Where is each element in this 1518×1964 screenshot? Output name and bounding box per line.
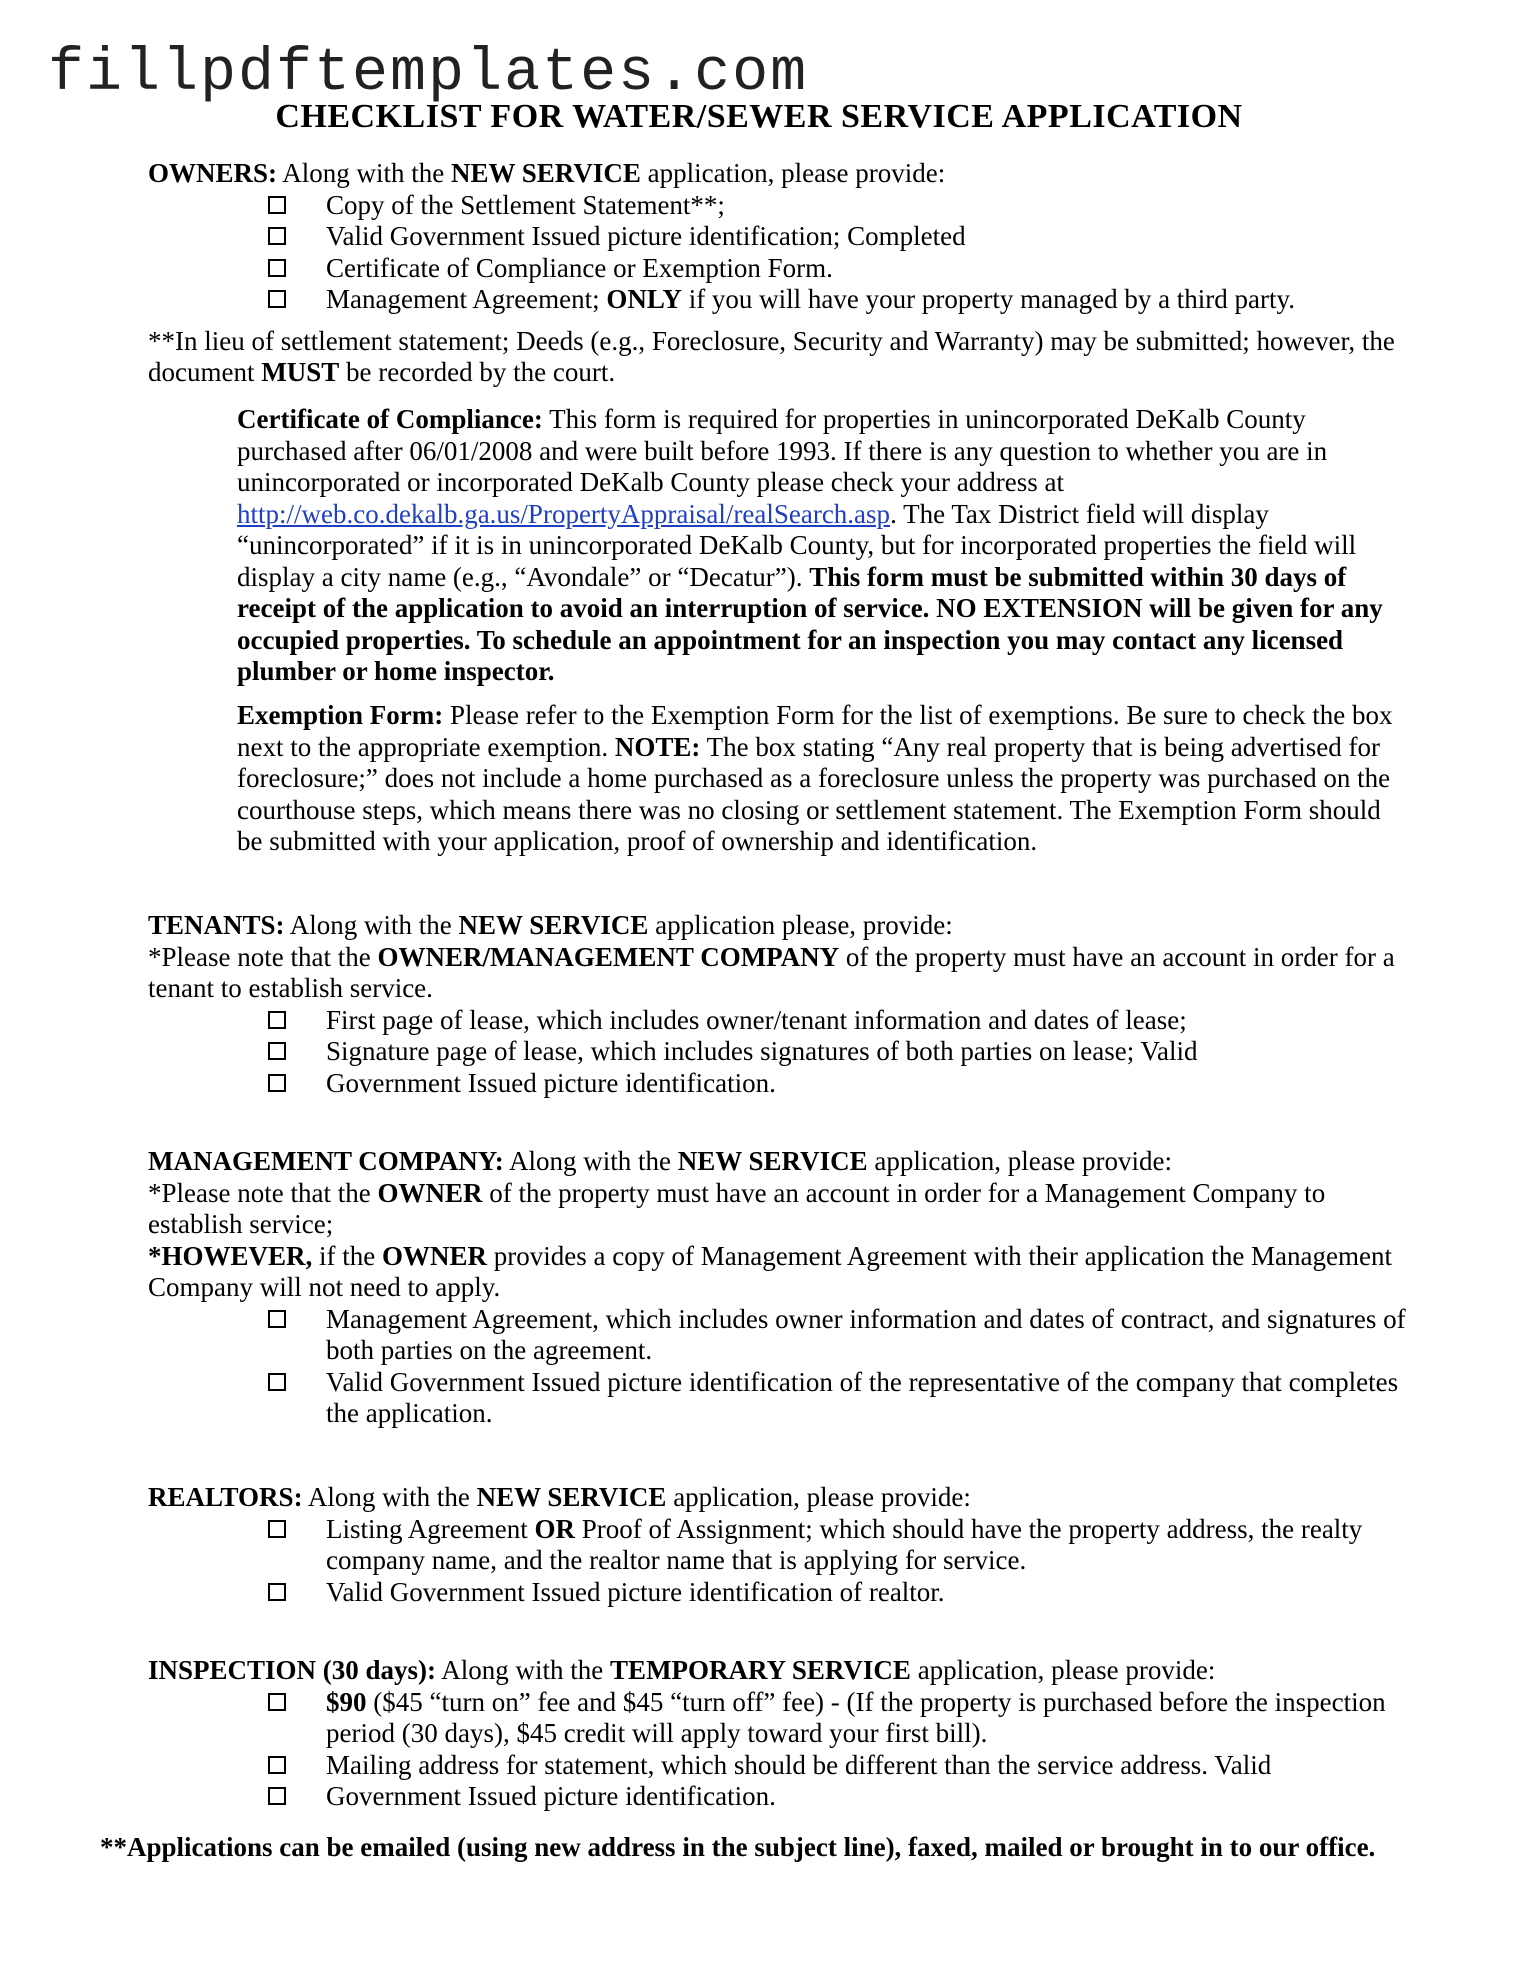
certificate-heading: Certificate of Compliance: [237,404,543,434]
owners-intro: OWNERS: Along with the NEW SERVICE application, please provide: [148,158,946,188]
list-item: Signature page of lease, which includes signatures of both parties on lease; Valid [148,1036,1408,1068]
inspection-heading: INSPECTION (30 days): [148,1655,437,1685]
realtors-section: REALTORS: Along with the NEW SERVICE application, please provide: Listing Agreement OR Proof of Assignment; which should have the property address, the realty company name, and the realtor name that is applying for service. Valid Government Issued picture identification of realtor. [148,1482,1408,1608]
realtors-checklist [148,1514,1408,1609]
checkbox[interactable] [268,1693,286,1711]
checkbox[interactable] [268,1310,286,1328]
property-search-link[interactable]: http://web.co.dekalb.ga.us/PropertyAppraisal/realSearch.asp [237,498,891,529]
owners-note: **In lieu of settlement statement; Deeds (e.g., Foreclosure, Security and Warranty) may be submitted; however, the document MUST be recorded by the court. [148,325,1395,387]
checkbox[interactable] [268,1011,286,1029]
list-item: Management Agreement, which includes owner information and dates of contract, and signatures of both parties on the agreement. [148,1304,1408,1367]
list-item: Listing Agreement OR Proof of Assignment; which should have the property address, the realty company name, and the realtor name that is applying for service. [148,1514,1408,1577]
checkbox[interactable] [268,227,286,245]
list-item: Government Issued picture identification. [148,1068,1408,1100]
realtors-heading: REALTORS: [148,1482,303,1512]
checkbox[interactable] [268,1787,286,1805]
list-item: $90 ($45 “turn on” fee and $45 “turn off” fee) - (If the property is purchased before the inspection period (30 days), $45 credit will apply toward your first bill). [148,1687,1408,1750]
tenants-section: TENANTS: Along with the NEW SERVICE application please, provide: *Please note that the OWNER/MANAGEMENT COMPANY of the property must have an account in order for a tenant to establish service. First page of lease, which includes owner/tenant information and dates of lease; Signature page of lease, which includes signatures of both parties on lease; Valid Government Issued picture identification. [148,910,1408,1099]
management-note: *Please note that the OWNER of the property must have an account in order for a Management Company to establish service; [148,1177,1326,1239]
management-section: MANAGEMENT COMPANY: Along with the NEW SERVICE application, please provide: *Please note that the OWNER of the property must have an account in order for a Management Company to establish service; *HOWEVER, if the OWNER provides a copy of Management Agreement with their application the Management Company will not need to apply. Management Agreement, which includes owner information and dates of contract, and signatures of both parties on the agreement. Valid Government Issued picture identification of the representative of the company that completes the application. [148,1146,1408,1430]
management-heading: MANAGEMENT COMPANY: [148,1146,504,1176]
footer-note: **Applications can be emailed (using new address in the subject line), faxed, mailed or brought in to our office. [100,1832,1376,1862]
owners-section [148,158,1408,389]
checkbox[interactable] [268,1520,286,1538]
list-item: Valid Government Issued picture identification of realtor. [148,1577,1408,1609]
owners-heading: OWNERS: [148,158,278,188]
checkbox[interactable] [268,1583,286,1601]
watermark: fillpdftemplates.com [48,40,809,108]
page-title: CHECKLIST FOR WATER/SEWER SERVICE APPLICATION [275,98,1243,135]
checkbox[interactable] [268,1042,286,1060]
inspection-checklist [148,1687,1408,1813]
list-item: First page of lease, which includes owner/tenant information and dates of lease; [148,1005,1408,1037]
checkbox[interactable] [268,1373,286,1391]
exemption-section: Exemption Form: Please refer to the Exemption Form for the list of exemptions. Be sure to check the box next to the appropriate exemption. NOTE: The box stating “Any real property that is being advertised for foreclosure;” does not include a home purchased as a foreclosure unless the property was purchased on the courthouse steps, which means there was no closing or settlement statement. The Exemption Form should be submitted with your application, proof of ownership and identification. [237,700,1393,856]
checkbox[interactable] [268,259,286,277]
management-checklist [148,1304,1408,1430]
tenants-checklist [148,1005,1408,1100]
list-item: Valid Government Issued picture identification; Completed [148,221,1408,253]
inspection-section: INSPECTION (30 days): Along with the TEMPORARY SERVICE application, please provide: $90 ($45 “turn on” fee and $45 “turn off” fee) - (If the property is purchased before the inspection period (30 days), $45 credit will apply toward your first bill). Mailing address for statement, which should be different than the service address. Valid Government Issued picture identification. [148,1655,1408,1813]
list-item: Copy of the Settlement Statement**; [148,190,1408,222]
list-item: Certificate of Compliance or Exemption Form. [148,253,1408,285]
checkbox[interactable] [268,196,286,214]
checkbox[interactable] [268,1756,286,1774]
checkbox[interactable] [268,290,286,308]
checkbox[interactable] [268,1074,286,1092]
exemption-heading: Exemption Form: [237,700,444,730]
management-however-note: *HOWEVER, if the OWNER provides a copy of Management Agreement with their application the Management Company will not need to apply. [148,1240,1392,1302]
list-item: Management Agreement; ONLY if you will have your property managed by a third party. [148,284,1408,316]
owners-checklist [148,190,1408,316]
certificate-section: Certificate of Compliance: This form is required for properties in unincorporated DeKalb County purchased after 06/01/2008 and were built before 1993. If there is any question to whether you are in unincorporated or incorporated DeKalb County please check your address at http://web.co.dekalb.ga.us/PropertyAppraisal/realSearch.asp. The Tax District field will display “unincorporated” if it is in unincorporated DeKalb County, but for incorporated properties the field will display a city name (e.g., “Avondale” or “Decatur”). This form must be submitted within 30 days of receipt of the application to avoid an interruption of service. NO EXTENSION will be given for any occupied properties. To schedule an appointment for an inspection you may contact any licensed plumber or home inspector. [237,404,1383,686]
list-item: Mailing address for statement, which should be different than the service address. Valid [148,1750,1408,1782]
tenants-note: *Please note that the OWNER/MANAGEMENT COMPANY of the property must have an account in order for a tenant to establish service. [148,941,1395,1003]
tenants-heading: TENANTS: [148,910,285,940]
list-item: Valid Government Issued picture identification of the representative of the company that completes the application. [148,1367,1408,1430]
list-item: Government Issued picture identification. [148,1781,1408,1813]
